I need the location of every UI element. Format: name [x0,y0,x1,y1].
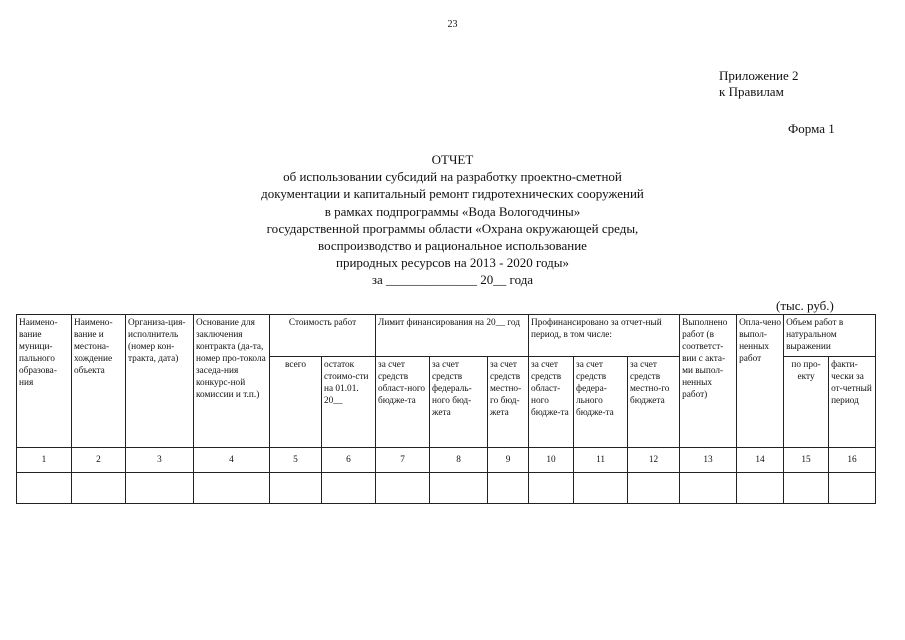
form-label: Форма 1 [788,121,835,136]
header-financed-regional: за счет средств област-ного бюдже-та [529,357,574,448]
header-object: Наимено-вание и местона-хождение объекта [72,315,126,448]
header-row-top [17,315,876,357]
title-line: об использовании субсидий на разработку проектно-сметной [283,169,622,185]
header-contractor: Организа-ция-исполнитель (номер кон-тракта, дата) [126,315,194,448]
column-number: 1 [17,448,72,473]
header-limit-local: за счет средств местно-го бюд-жета [488,357,529,448]
appendix-line: к Правилам [719,84,784,99]
table-cell [529,473,574,504]
header-contract-basis: Основание для заключения контракта (да-та, номер про-токола заседа-ния конкурс-ной комиссии и т.п.) [194,315,270,448]
title-period-line: за ______________ 20__ года [371,272,534,288]
column-number: 10 [529,448,574,473]
title-line: в рамках подпрограммы «Вода Вологодчины» [324,203,581,219]
column-number: 8 [430,448,488,473]
title-line: природных ресурсов на 2013 - 2020 годы» [336,255,569,271]
header-cost-total: всего [270,357,322,448]
header-completed-works: Выполнено работ (в соответст-вии с акта-ми выпол-ненных работ) [680,315,737,448]
column-number: 4 [194,448,270,473]
header-financed-group: Профинансировано за отчет-ный период, в том числе: [529,315,680,357]
column-number: 3 [126,448,194,473]
column-number: 5 [270,448,322,473]
table-cell [430,473,488,504]
column-number: 12 [628,448,680,473]
column-number-row [17,448,876,473]
header-cost-remainder: остаток стоимо-сти на 01.01. 20__ [322,357,376,448]
header-volume-project: по про-екту [784,357,829,448]
appendix-caption [719,68,799,100]
table-cell [270,473,322,504]
column-number: 14 [737,448,784,473]
header-limit-federal: за счет средств федераль-ного бюд-жета [430,357,488,448]
title-line: документации и капитальный ремонт гидротехнических сооружений [261,186,644,202]
header-municipality: Наимено-вание муници-пального образова-ния [17,315,72,448]
column-number: 11 [574,448,628,473]
column-number: 9 [488,448,529,473]
table-cell [194,473,270,504]
appendix-line: Приложение 2 [719,68,799,83]
title-line: государственной программы области «Охрана окружающей среды, [266,220,639,236]
header-financed-local: за счет средств местно-го бюджета [628,357,680,448]
title-heading: ОТЧЕТ [431,152,474,167]
column-number: 6 [322,448,376,473]
report-table [16,314,876,504]
column-number: 7 [376,448,430,473]
report-title [0,151,905,289]
header-volume-group: Объем работ в натуральном выражении [784,315,876,357]
column-number: 15 [784,448,829,473]
table-cell [17,473,72,504]
column-number: 16 [829,448,876,473]
units-label: (тыс. руб.) [776,298,834,313]
table-cell [322,473,376,504]
table-cell [737,473,784,504]
header-financed-federal: за счет средств федера-льного бюдже-та [574,357,628,448]
table-cell [72,473,126,504]
column-number: 2 [72,448,126,473]
table-cell [784,473,829,504]
table-cell [829,473,876,504]
header-paid-works: Опла-чено выпол-ненных работ [737,315,784,448]
table-cell [628,473,680,504]
header-limit-group: Лимит финансирования на 20__ год [376,315,529,357]
table-cell [376,473,430,504]
header-volume-actual: факти-чески за от-четный период [829,357,876,448]
table-cell [680,473,737,504]
page-number: 23 [447,19,458,30]
table-cell [488,473,529,504]
table-cell [126,473,194,504]
table-row [17,473,876,504]
table-cell [574,473,628,504]
header-cost-group: Стоимость работ [270,315,376,357]
header-limit-regional: за счет средств област-ного бюдже-та [376,357,430,448]
column-number: 13 [680,448,737,473]
title-line: воспроизводство и рациональное использование [318,238,587,254]
